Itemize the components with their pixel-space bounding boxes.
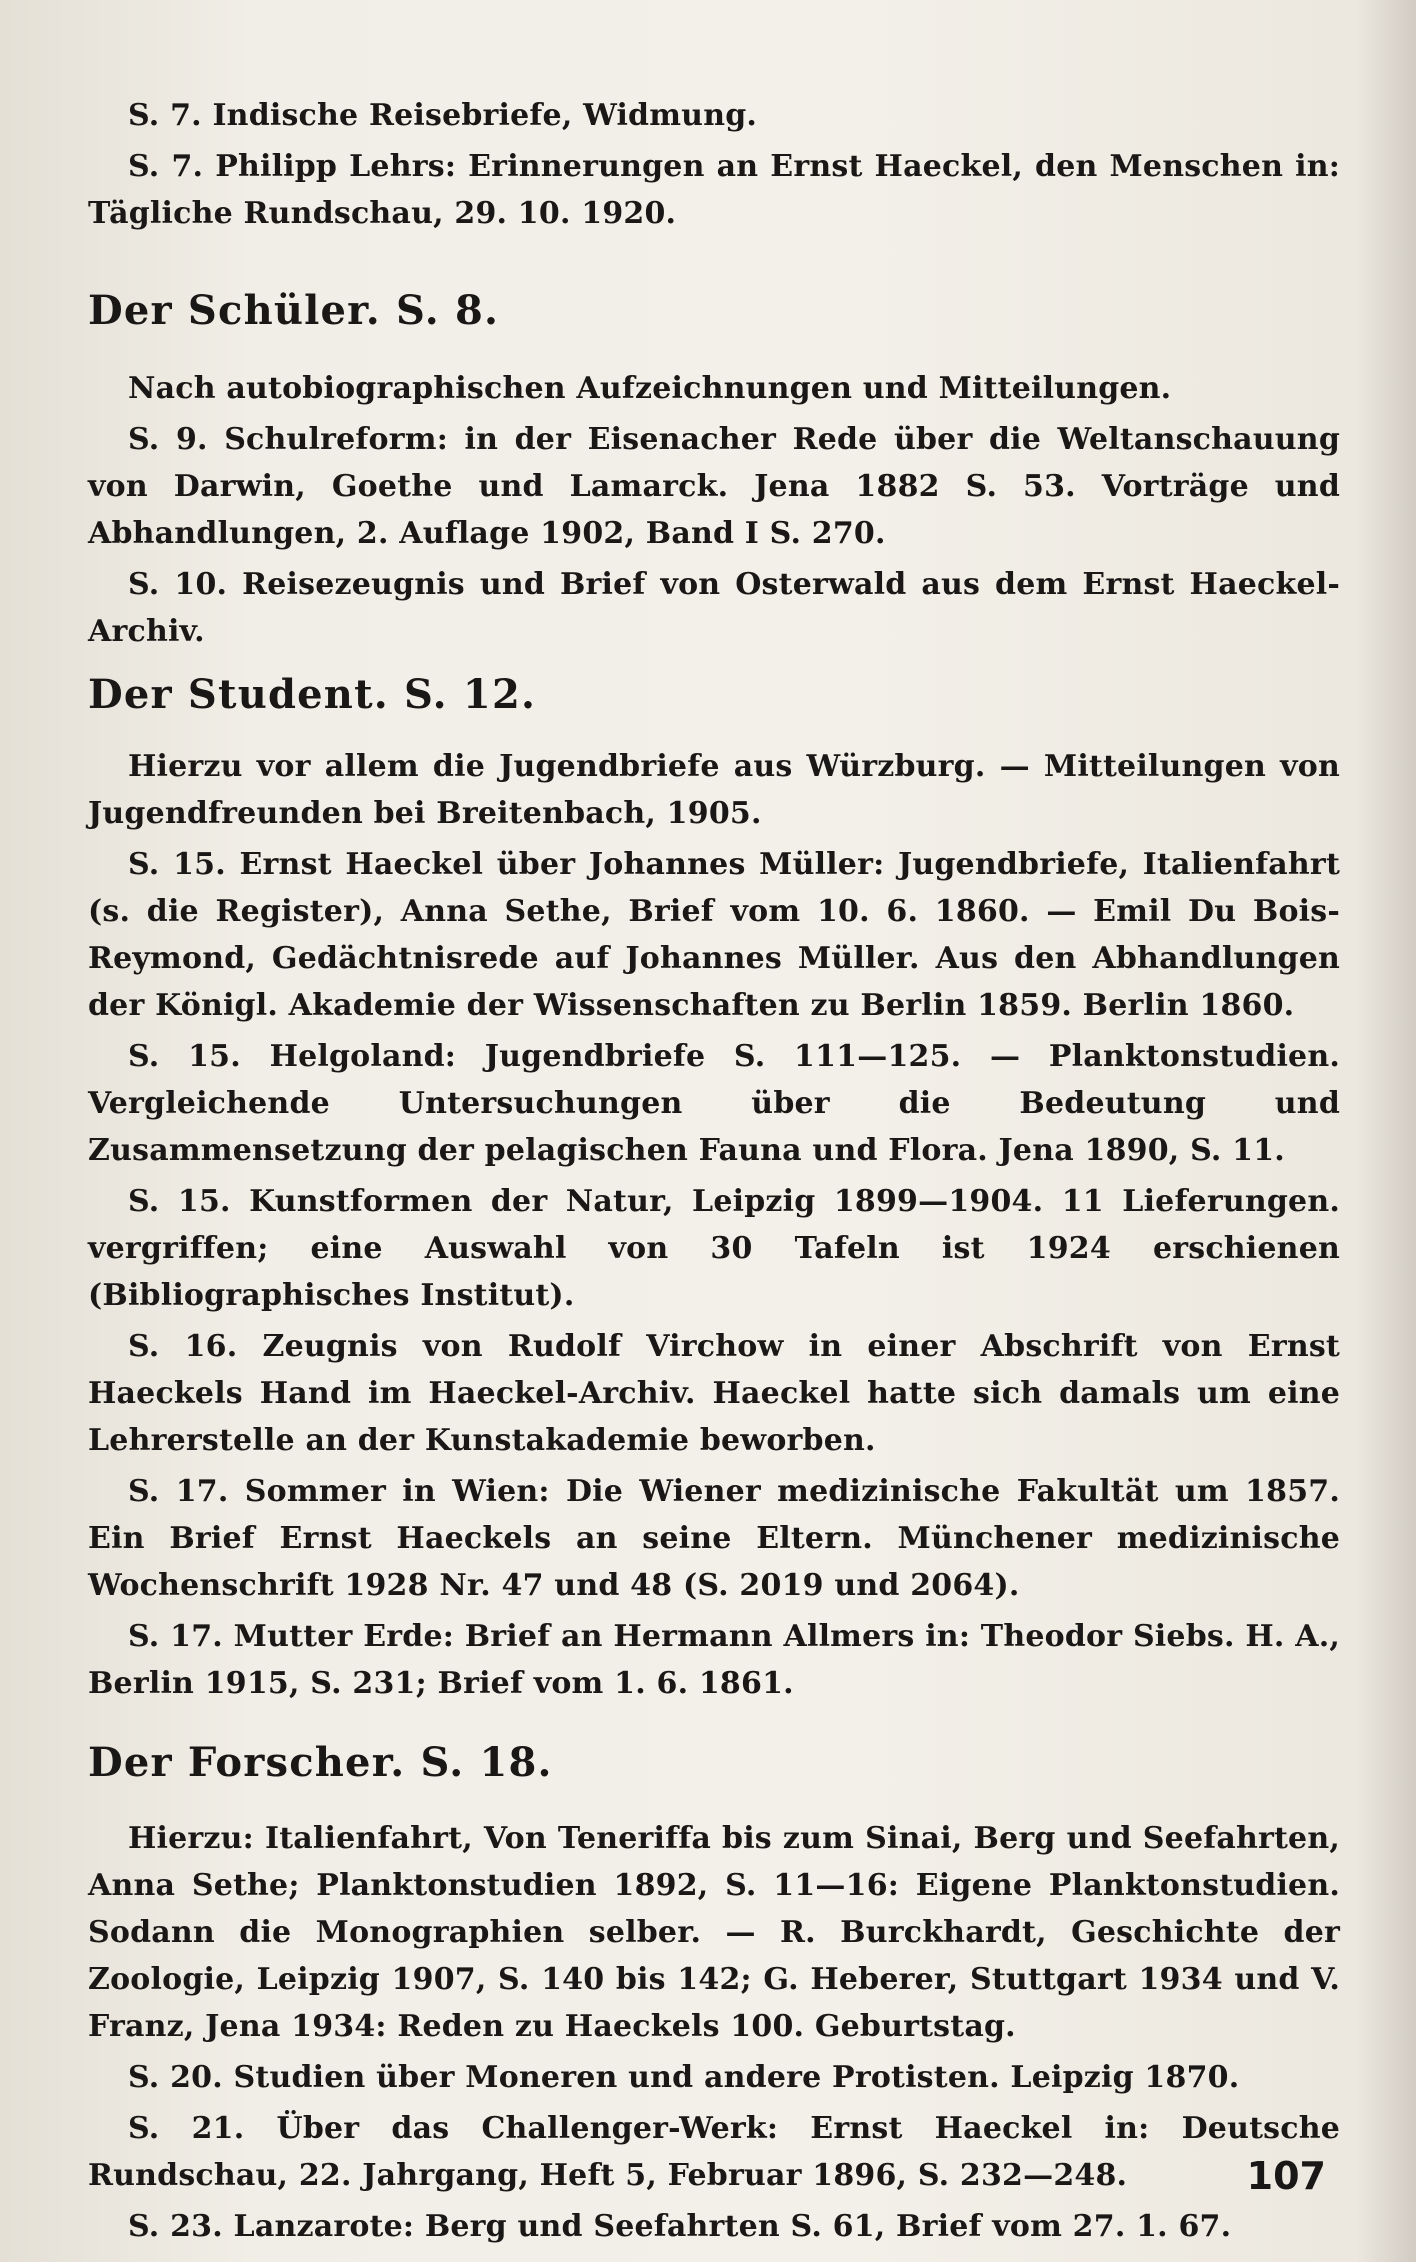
note-schulreform: S. 9. Schulreform: in der Eisenacher Rede über die Weltanschauung von Darwin, Goethe und Lamarck. Jena 1882 S. 53. Vorträge und Abhandlungen, 2. Auflage 1902, Band I S. 270. [88,422,1340,551]
note-indische-reisebriefe: S. 7. Indische Reisebriefe, Widmung. [128,98,758,133]
page-edge-shadow [1356,0,1416,2262]
note-autobiographisch: Nach autobiographischen Aufzeichnungen und Mitteilungen. [128,371,1172,406]
heading-der-schueler: Der Schüler. S. 8. [88,287,500,334]
note-philipp-lehrs: S. 7. Philipp Lehrs: Erinnerungen an Ernst Haeckel, den Menschen in: Tägliche Rundschau, 29. 10. 1920. [88,149,1340,231]
note-challenger: S. 21. Über das Challenger-Werk: Ernst Haeckel in: Deutsche Rundschau, 22. Jahrgang, Heft 5, Februar 1896, S. 232—248. [88,2111,1340,2193]
note-moneren: S. 20. Studien über Moneren und andere Protisten. Leipzig 1870. [128,2060,1240,2095]
note-hierzu: Hierzu: Italienfahrt, Von Teneriffa bis zum Sinai, Berg und Seefahrten, Anna Sethe; Planktonstudien 1892, S. 11—16: Eigene Planktonstudien. Sodann die Monographien selber. — R. Burckhardt, Geschichte der Zoologie, Leipzig 1907, S. 140 bis 142; G. Heberer, Stuttgart 1934 und V. Franz, Jena 1934: Reden zu Haeckels 100. Geburtstag. [88,1821,1340,2044]
heading-der-forscher: Der Forscher. S. 18. [88,1739,553,1786]
note-jugendbriefe: Hierzu vor allem die Jugendbriefe aus Würzburg. — Mitteilungen von Jugendfreunden bei Breitenbach, 1905. [88,749,1340,831]
note-lanzarote: S. 23. Lanzarote: Berg und Seefahrten S. 61, Brief vom 27. 1. 67. [128,2209,1232,2244]
note-reisezeugnis: S. 10. Reisezeugnis und Brief von Osterwald aus dem Ernst Haeckel-Archiv. [88,567,1340,649]
note-virchow: S. 16. Zeugnis von Rudolf Virchow in einer Abschrift von Ernst Haeckels Hand im Haeckel-Archiv. Haeckel hatte sich damals um eine Lehrerstelle an der Kunstakademie beworben. [88,1329,1340,1458]
note-mutter-erde: S. 17. Mutter Erde: Brief an Hermann Allmers in: Theodor Siebs. H. A., Berlin 1915, S. 231; Brief vom 1. 6. 1861. [88,1619,1340,1701]
note-kunstformen: S. 15. Kunstformen der Natur, Leipzig 1899—1904. 11 Lieferungen. vergriffen; eine Auswahl von 30 Tafeln ist 1924 erschienen (Bibliographisches Institut). [88,1184,1340,1313]
note-helgoland: S. 15. Helgoland: Jugendbriefe S. 111—125. — Planktonstudien. Vergleichende Untersuchungen über die Bedeutung und Zusammensetzung der pelagischen Fauna und Flora. Jena 1890, S. 11. [88,1039,1340,1168]
page-number: 107 [1246,2154,1326,2198]
note-johannes-mueller: S. 15. Ernst Haeckel über Johannes Müller: Jugendbriefe, Italienfahrt (s. die Register), Anna Sethe, Brief vom 10. 6. 1860. — Emil Du Bois-Reymond, Gedächtnisrede auf Johannes Müller. Aus den Abhandlungen der Königl. Akademie der Wissenschaften zu Berlin 1859. Berlin 1860. [88,847,1340,1023]
note-sommer-in-wien: S. 17. Sommer in Wien: Die Wiener medizinische Fakultät um 1857. Ein Brief Ernst Haeckels an seine Eltern. Münchener medizinische Wochenschrift 1928 Nr. 47 und 48 (S. 2019 und 2064). [88,1474,1340,1603]
notes-body [88,92,1340,2254]
heading-der-student: Der Student. S. 12. [88,671,537,718]
